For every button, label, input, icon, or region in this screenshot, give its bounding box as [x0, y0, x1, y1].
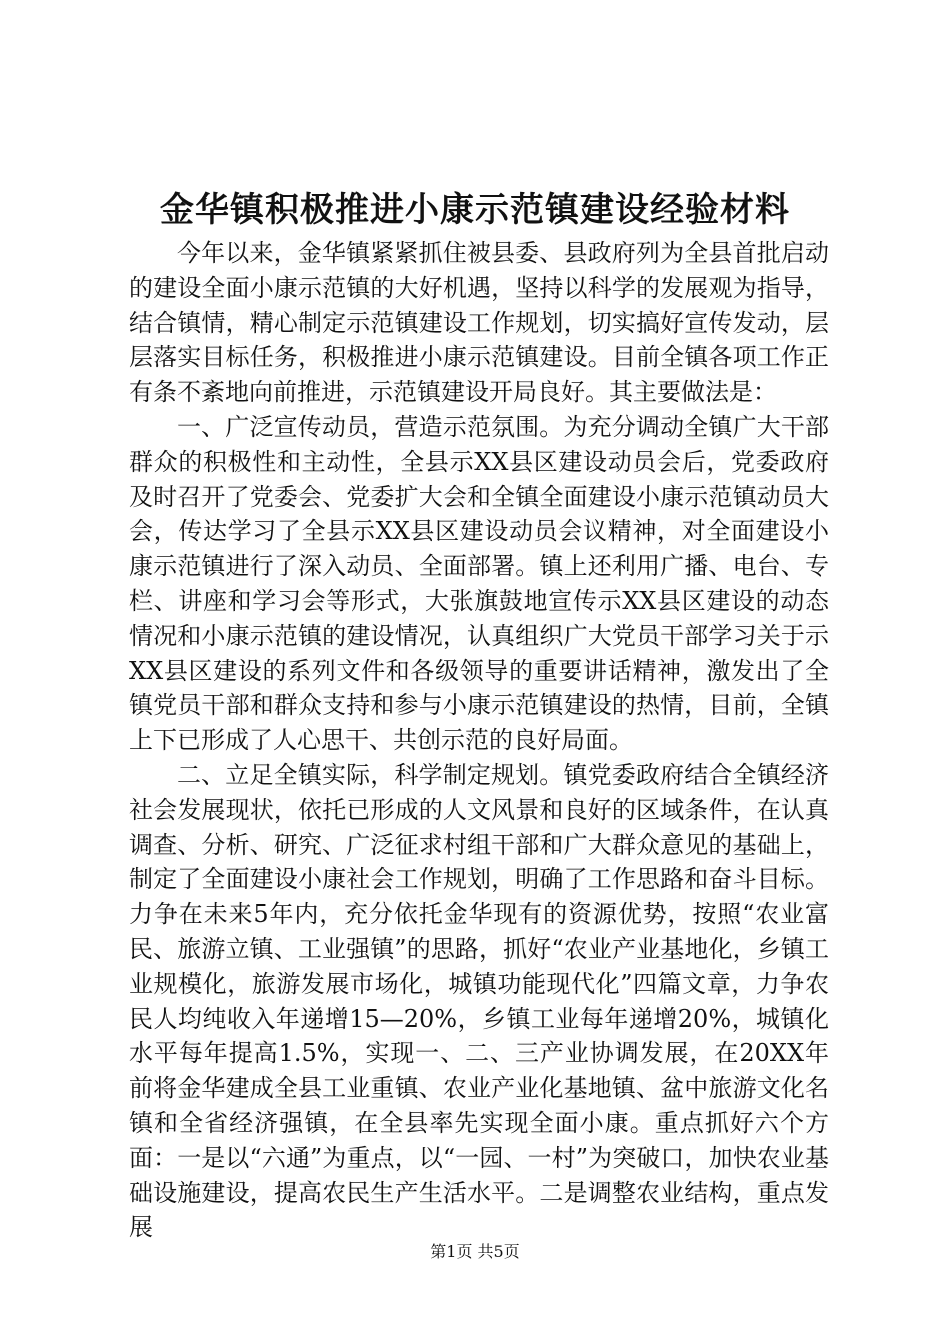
paragraph-section-one: 一、广泛宣传动员，营造示范氛围。为充分调动全镇广大干部群众的积极性和主动性，全县示XX县区建设动员会后，党委政府及时召开了党委会、党委扩大会和全镇全面建设小康示范镇动员大会，传达学习了全县示XX县区建设动员会议精神，对全面建设小康示范镇进行了深入动员、全面部署。镇上还利用广播、电台、专栏、讲座和学习会等形式，大张旗鼓地宣传示XX县区建设的动态情况和小康示范镇的建设情况，认真组织广大党员干部学习关于示XX县区建设的系列文件和各级领导的重要讲话精神，激发出了全镇党员干部和群众支持和参与小康示范镇建设的热情，目前，全镇上下已形成了人心思干、共创示范的良好局面。	[129, 412, 829, 755]
page-number-footer: 第1页 共5页	[430, 1242, 520, 1261]
paragraph-section-two: 二、立足全镇实际，科学制定规划。镇党委政府结合全镇经济社会发展现状，依托已形成的人文风景和良好的区域条件，在认真调查、分析、研究、广泛征求村组干部和广大群众意见的基础上，制定了全面建设小康社会工作规划，明确了工作思路和奋斗目标。力争在未来5年内，充分依托金华现有的资源优势，按照“农业富民、旅游立镇、工业强镇”的思路，抓好“农业产业基地化，乡镇工业规模化，旅游发展市场化，城镇功能现代化”四篇文章，力争农民人均纯收入年递增15—20%，乡镇工业每年递增20%，城镇化水平每年提高1.5%，实现一、二、三产业协调发展，在20XX年前将金华建成全县工业重镇、农业产业化基地镇、盆中旅游文化名镇和全省经济强镇，在全县率先实现全面小康。重点抓好六个方面：一是以“六通”为重点，以“一园、一村”为突破口，加快农业基础设施建设，提高农民生产生活水平。二是调整农业结构，重点发展	[129, 760, 829, 1242]
document-body	[129, 236, 829, 1245]
document-title: 金华镇积极推进小康示范镇建设经验材料	[160, 190, 790, 230]
paragraph-intro: 今年以来，金华镇紧紧抓住被县委、县政府列为全县首批启动的建设全面小康示范镇的大好机遇，坚持以科学的发展观为指导，结合镇情，精心制定示范镇建设工作规划，切实搞好宣传发动，层层落实目标任务，积极推进小康示范镇建设。目前全镇各项工作正有条不紊地向前推进，示范镇建设开局良好。其主要做法是：	[129, 239, 829, 407]
